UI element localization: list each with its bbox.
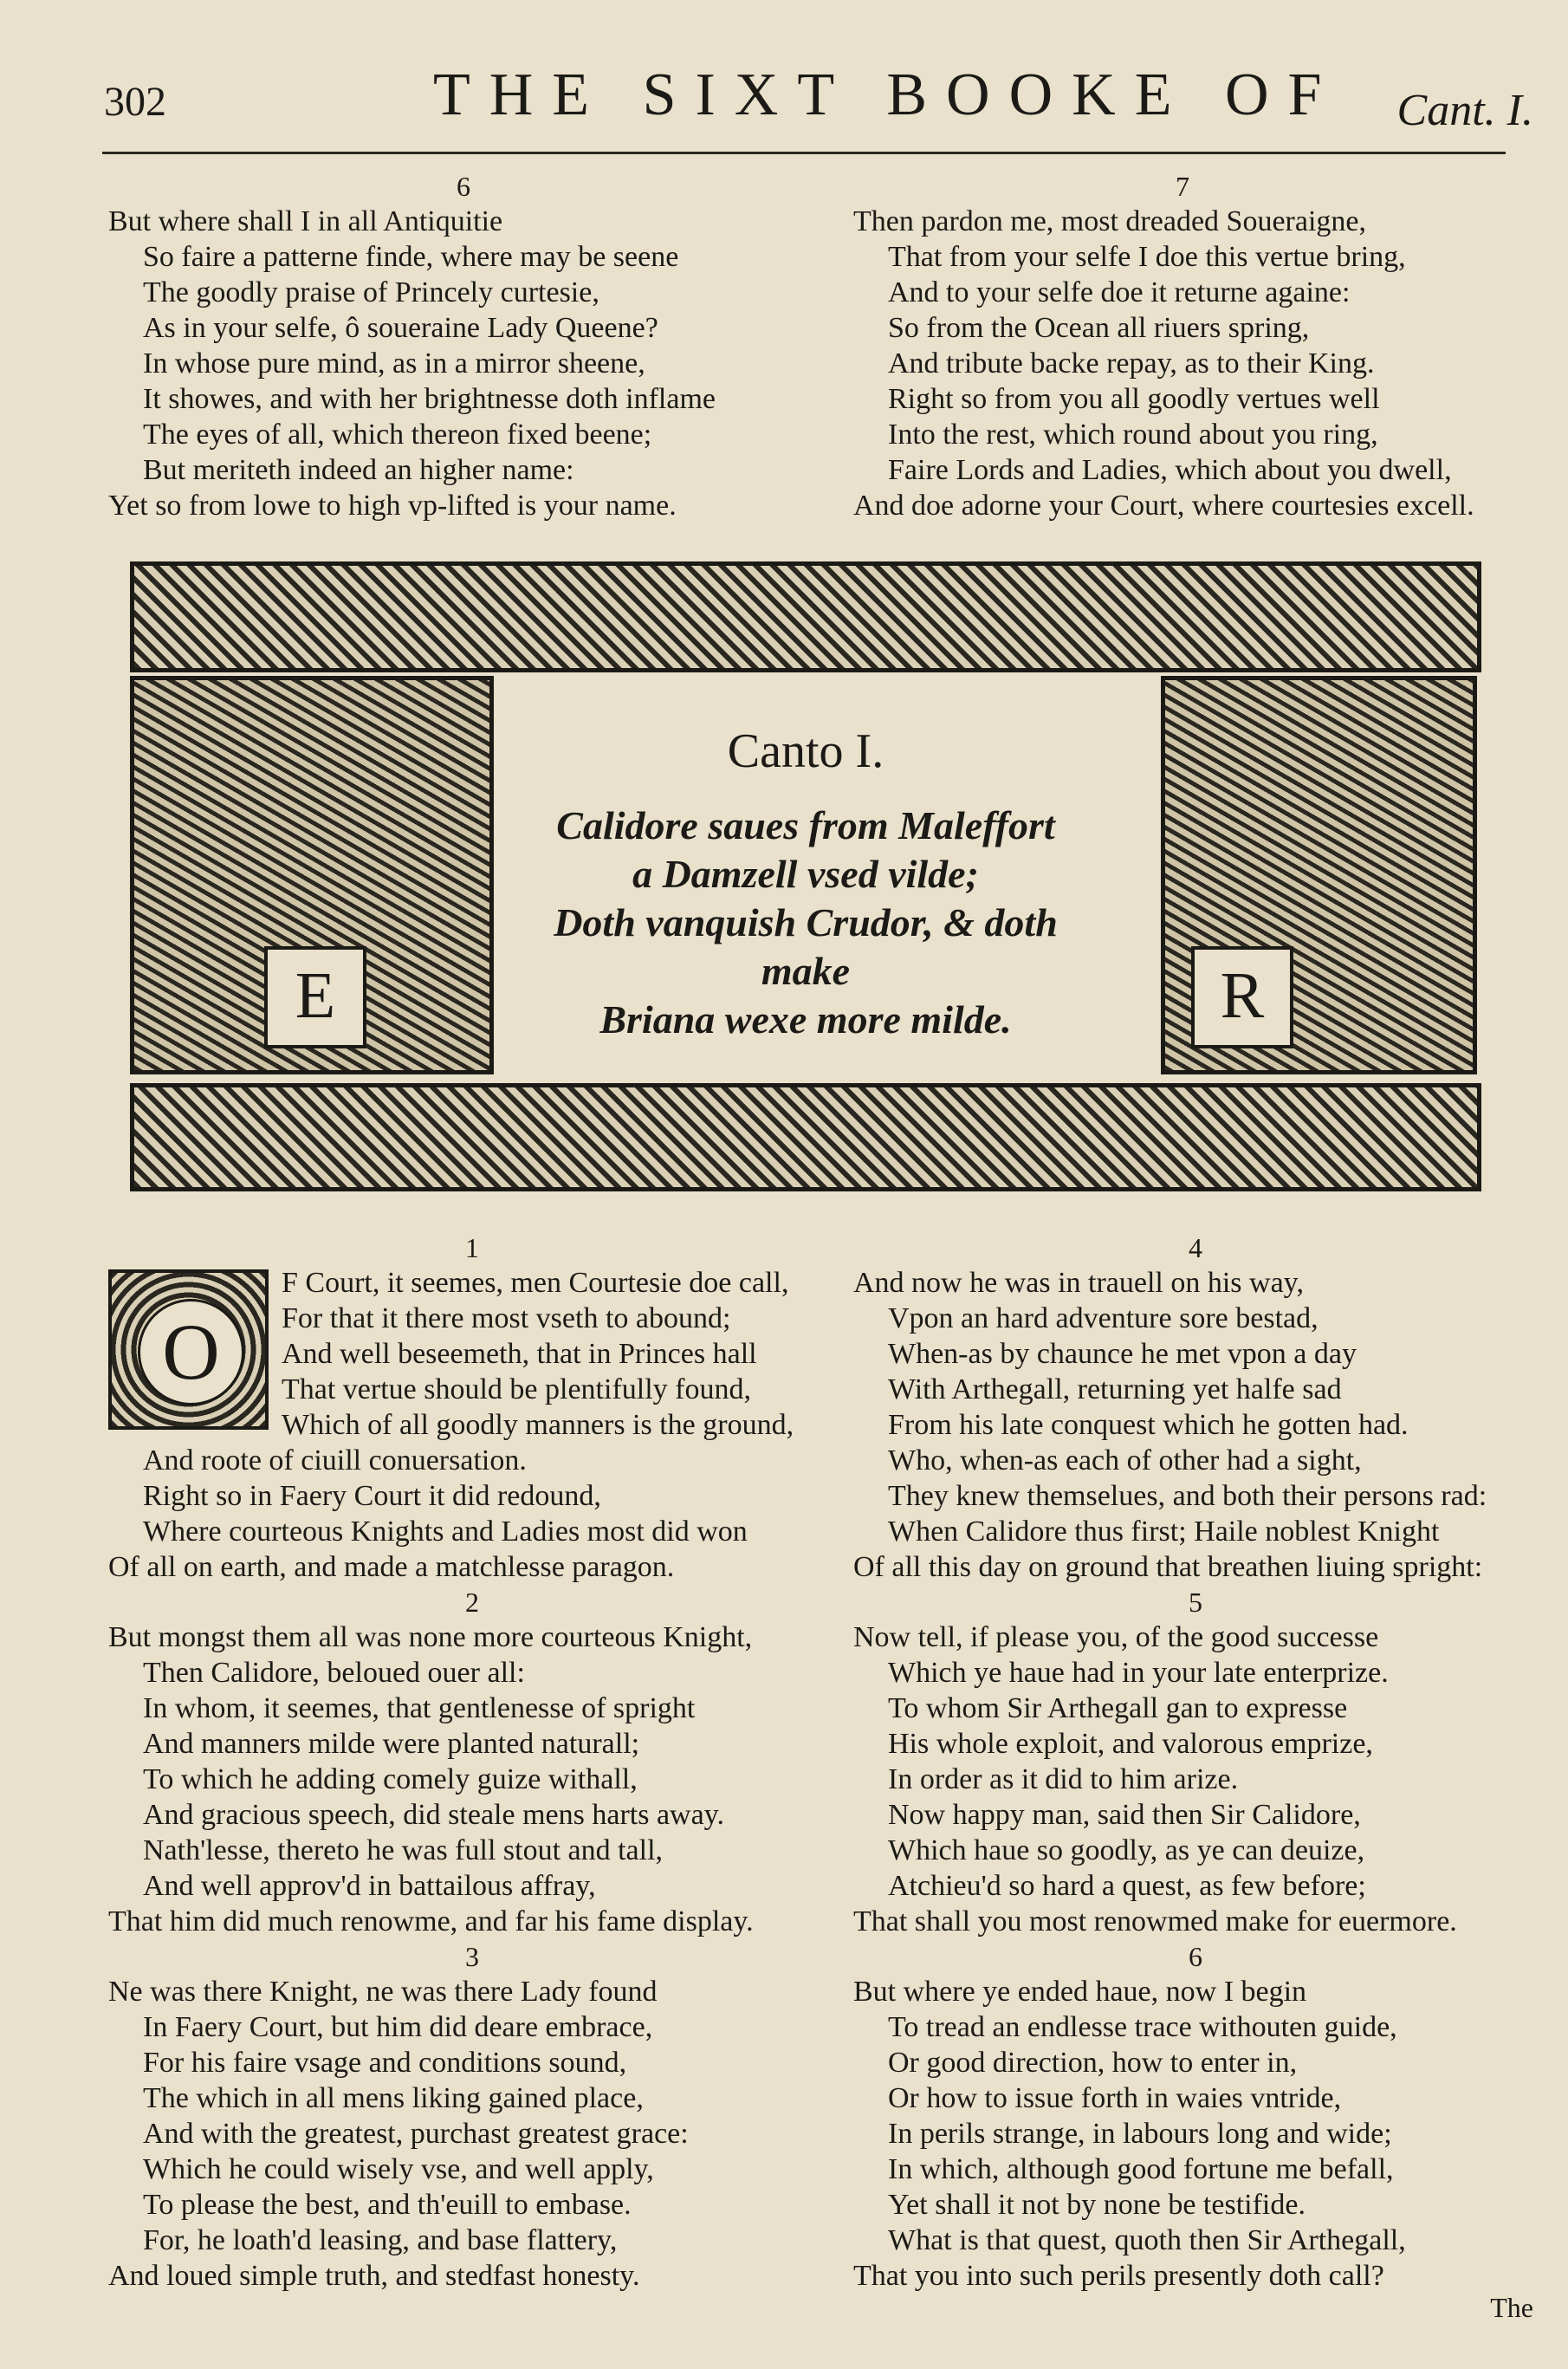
verse-line: Which of all goodly manners is the ground, (282, 1409, 794, 1441)
page-header (95, 61, 1533, 156)
verse-line: And doe adorne your Court, where courtesies excell. (853, 490, 1474, 522)
verse-line: From his late conquest which he gotten had. (888, 1409, 1409, 1441)
verse-line: And with the greatest, purchast greatest grace: (143, 2118, 689, 2150)
verse-line: Then Calidore, beloued ouer all: (143, 1657, 525, 1689)
woodcut-right-beast (1161, 676, 1477, 1074)
verse-line: Where courteous Knights and Ladies most did won (143, 1516, 748, 1548)
verse-line: But meriteth indeed an higher name: (143, 454, 574, 486)
verse-line: Which haue so goodly, as ye can deuize, (888, 1834, 1365, 1866)
verse-line: Yet so from lowe to high vp-lifted is your name. (108, 490, 677, 522)
verse-line: The eyes of all, which thereon fixed beene; (143, 419, 652, 451)
verse-line: Now tell, if please you, of the good successe (853, 1621, 1379, 1653)
verse-line: Or good direction, how to enter in, (888, 2047, 1298, 2079)
verse-line: To whom Sir Arthegall gan to expresse (888, 1692, 1348, 1724)
header-rule (102, 152, 1506, 154)
argument-line: Briana wexe more milde. (599, 997, 1012, 1042)
verse-line: Which he could wisely vse, and well apply, (143, 2153, 654, 2185)
verse-line: And well beseemeth, that in Princes hall (282, 1338, 757, 1370)
verse-line: And manners milde were planted naturall; (143, 1728, 640, 1760)
canto-heading-block (130, 676, 1481, 1074)
verse-line: For, he loath'd leasing, and base flattery, (143, 2224, 618, 2256)
verse-line: In order as it did to him arize. (888, 1763, 1239, 1795)
verse-line: That vertue should be plentifully found, (282, 1373, 751, 1405)
verse-line: That him did much renowme, and far his fame display. (108, 1905, 754, 1937)
verse-line: Yet shall it not by none be testifide. (888, 2189, 1306, 2221)
running-head: THE SIXT BOOKE OF (433, 62, 1341, 128)
verse-line: For his faire vsage and conditions sound, (143, 2047, 627, 2079)
verse-line: That you into such perils presently doth call? (853, 2260, 1384, 2292)
verse-line: To which he adding comely guize withall, (143, 1763, 638, 1795)
verse-line: They knew themselues, and both their persons rad: (888, 1480, 1487, 1512)
ornament-band-bottom (130, 1083, 1481, 1191)
verse-line: And well approv'd in battailous affray, (143, 1870, 596, 1902)
verse-line: And roote of ciuill conuersation. (143, 1444, 527, 1477)
verse-line: F Court, it seemes, men Courtesie doe call, (282, 1267, 789, 1299)
verse-line: The which in all mens liking gained place, (143, 2082, 644, 2114)
verse-line: But mongst them all was none more courteous Knight, (108, 1621, 753, 1653)
verse-line: Or how to issue forth in waies vntride, (888, 2082, 1342, 2114)
verse-line: Ne was there Knight, ne was there Lady found (108, 1976, 658, 2008)
verse-line: Who, when-as each of other had a sight, (888, 1444, 1362, 1477)
verse-line: That shall you most renowmed make for euermore. (853, 1905, 1457, 1937)
verse-line: Into the rest, which round about you ring, (888, 419, 1378, 451)
argument-line: Calidore saues from Maleffort (556, 803, 1055, 847)
verse-line: Which ye haue had in your late enterprize. (888, 1657, 1389, 1689)
verse-line: His whole exploit, and valorous emprize, (888, 1728, 1373, 1760)
woodcut-letter: E (264, 946, 366, 1048)
argument-line: Doth vanquish Crudor, & doth make (554, 900, 1058, 993)
canto-reference: Cant. I. (1396, 86, 1533, 135)
verse-line: Right so in Faery Court it did redound, (143, 1480, 601, 1512)
verse-line: And to your selfe doe it returne againe: (888, 276, 1351, 308)
verse-line: But where ye ended haue, now I begin (853, 1976, 1307, 2008)
verse-line: In which, although good fortune me befall, (888, 2153, 1394, 2185)
verse-line: Of all on earth, and made a matchlesse paragon. (108, 1551, 675, 1583)
stanza-number: 6 (457, 171, 470, 202)
verse-line: Atchieu'd so hard a quest, as few before; (888, 1870, 1366, 1902)
verse-line: And loued simple truth, and stedfast honesty. (108, 2260, 640, 2292)
verse-line: And tribute backe repay, as to their King. (888, 347, 1375, 380)
verse-line: And gracious speech, did steale mens harts away. (143, 1799, 724, 1831)
verse-line: That from your selfe I doe this vertue bring, (888, 241, 1406, 273)
verse-line: And now he was in trauell on his way, (853, 1267, 1304, 1299)
verse-line: As in your selfe, ô soueraine Lady Queene? (143, 312, 658, 344)
verse-line: Vpon an hard adventure sore bestad, (888, 1302, 1319, 1334)
verse-line: For that it there most vseth to abound; (282, 1302, 731, 1334)
verse-line: But where shall I in all Antiquitie (108, 205, 503, 237)
verse-line: What is that quest, quoth then Sir Arthegall, (888, 2224, 1406, 2256)
verse-line: In perils strange, in labours long and wide; (888, 2118, 1392, 2150)
verse-line: Now happy man, said then Sir Calidore, (888, 1799, 1361, 1831)
verse-line: In Faery Court, but him did deare embrace, (143, 2011, 653, 2043)
argument-line: a Damzell vsed vilde; (632, 852, 979, 896)
stanza-number: 1 (465, 1232, 479, 1263)
verse-line: When-as by chaunce he met vpon a day (888, 1338, 1357, 1370)
stanza-number: 7 (1176, 171, 1189, 202)
verse-line: The goodly praise of Princely curtesie, (143, 276, 599, 308)
verse-line: To please the best, and th'euill to embase. (143, 2189, 632, 2221)
verse-line: Faire Lords and Ladies, which about you dwell, (888, 454, 1452, 486)
catchword: The (1490, 2292, 1533, 2323)
woodcut-letter: R (1191, 946, 1293, 1048)
canto-text (537, 724, 1074, 1044)
page-number: 302 (104, 79, 166, 125)
dropcap-initial (108, 1269, 269, 1430)
verse-line: Then pardon me, most dreaded Soueraigne, (853, 205, 1366, 237)
stanza-number: 3 (465, 1941, 479, 1972)
proem-left-column (108, 169, 819, 523)
verse-line: Right so from you all goodly vertues well (888, 383, 1380, 415)
verse-line: It showes, and with her brightnesse doth inflame (143, 383, 716, 415)
verse-line: To tread an endlesse trace withouten guide, (888, 2011, 1397, 2043)
verse-line: So from the Ocean all riuers spring, (888, 312, 1310, 344)
verse-line: In whose pure mind, as in a mirror sheene, (143, 347, 645, 380)
verse-line: With Arthegall, returning yet halfe sad (888, 1373, 1342, 1405)
verse-line: Of all this day on ground that breathen liuing spright: (853, 1551, 1483, 1583)
verse-line: Nath'lesse, thereto he was full stout and tall, (143, 1834, 664, 1866)
stanza-number: 6 (1189, 1941, 1202, 1972)
stanza-number: 5 (1189, 1587, 1202, 1618)
woodcut-left-lion (130, 676, 494, 1074)
ornament-band-top (130, 561, 1481, 672)
verse-line: When Calidore thus first; Haile noblest Knight (888, 1516, 1440, 1548)
verse-line: So faire a patterne finde, where may be seene (143, 241, 679, 273)
text-right-column (853, 1230, 1538, 2294)
canto-title: Canto I. (727, 724, 884, 778)
stanza-number: 4 (1189, 1232, 1202, 1263)
stanza-number: 2 (465, 1587, 479, 1618)
verse-line: In whom, it seemes, that gentlenesse of spright (143, 1692, 696, 1724)
proem-right-column (853, 169, 1512, 523)
dropcap-letter: O (138, 1299, 244, 1405)
